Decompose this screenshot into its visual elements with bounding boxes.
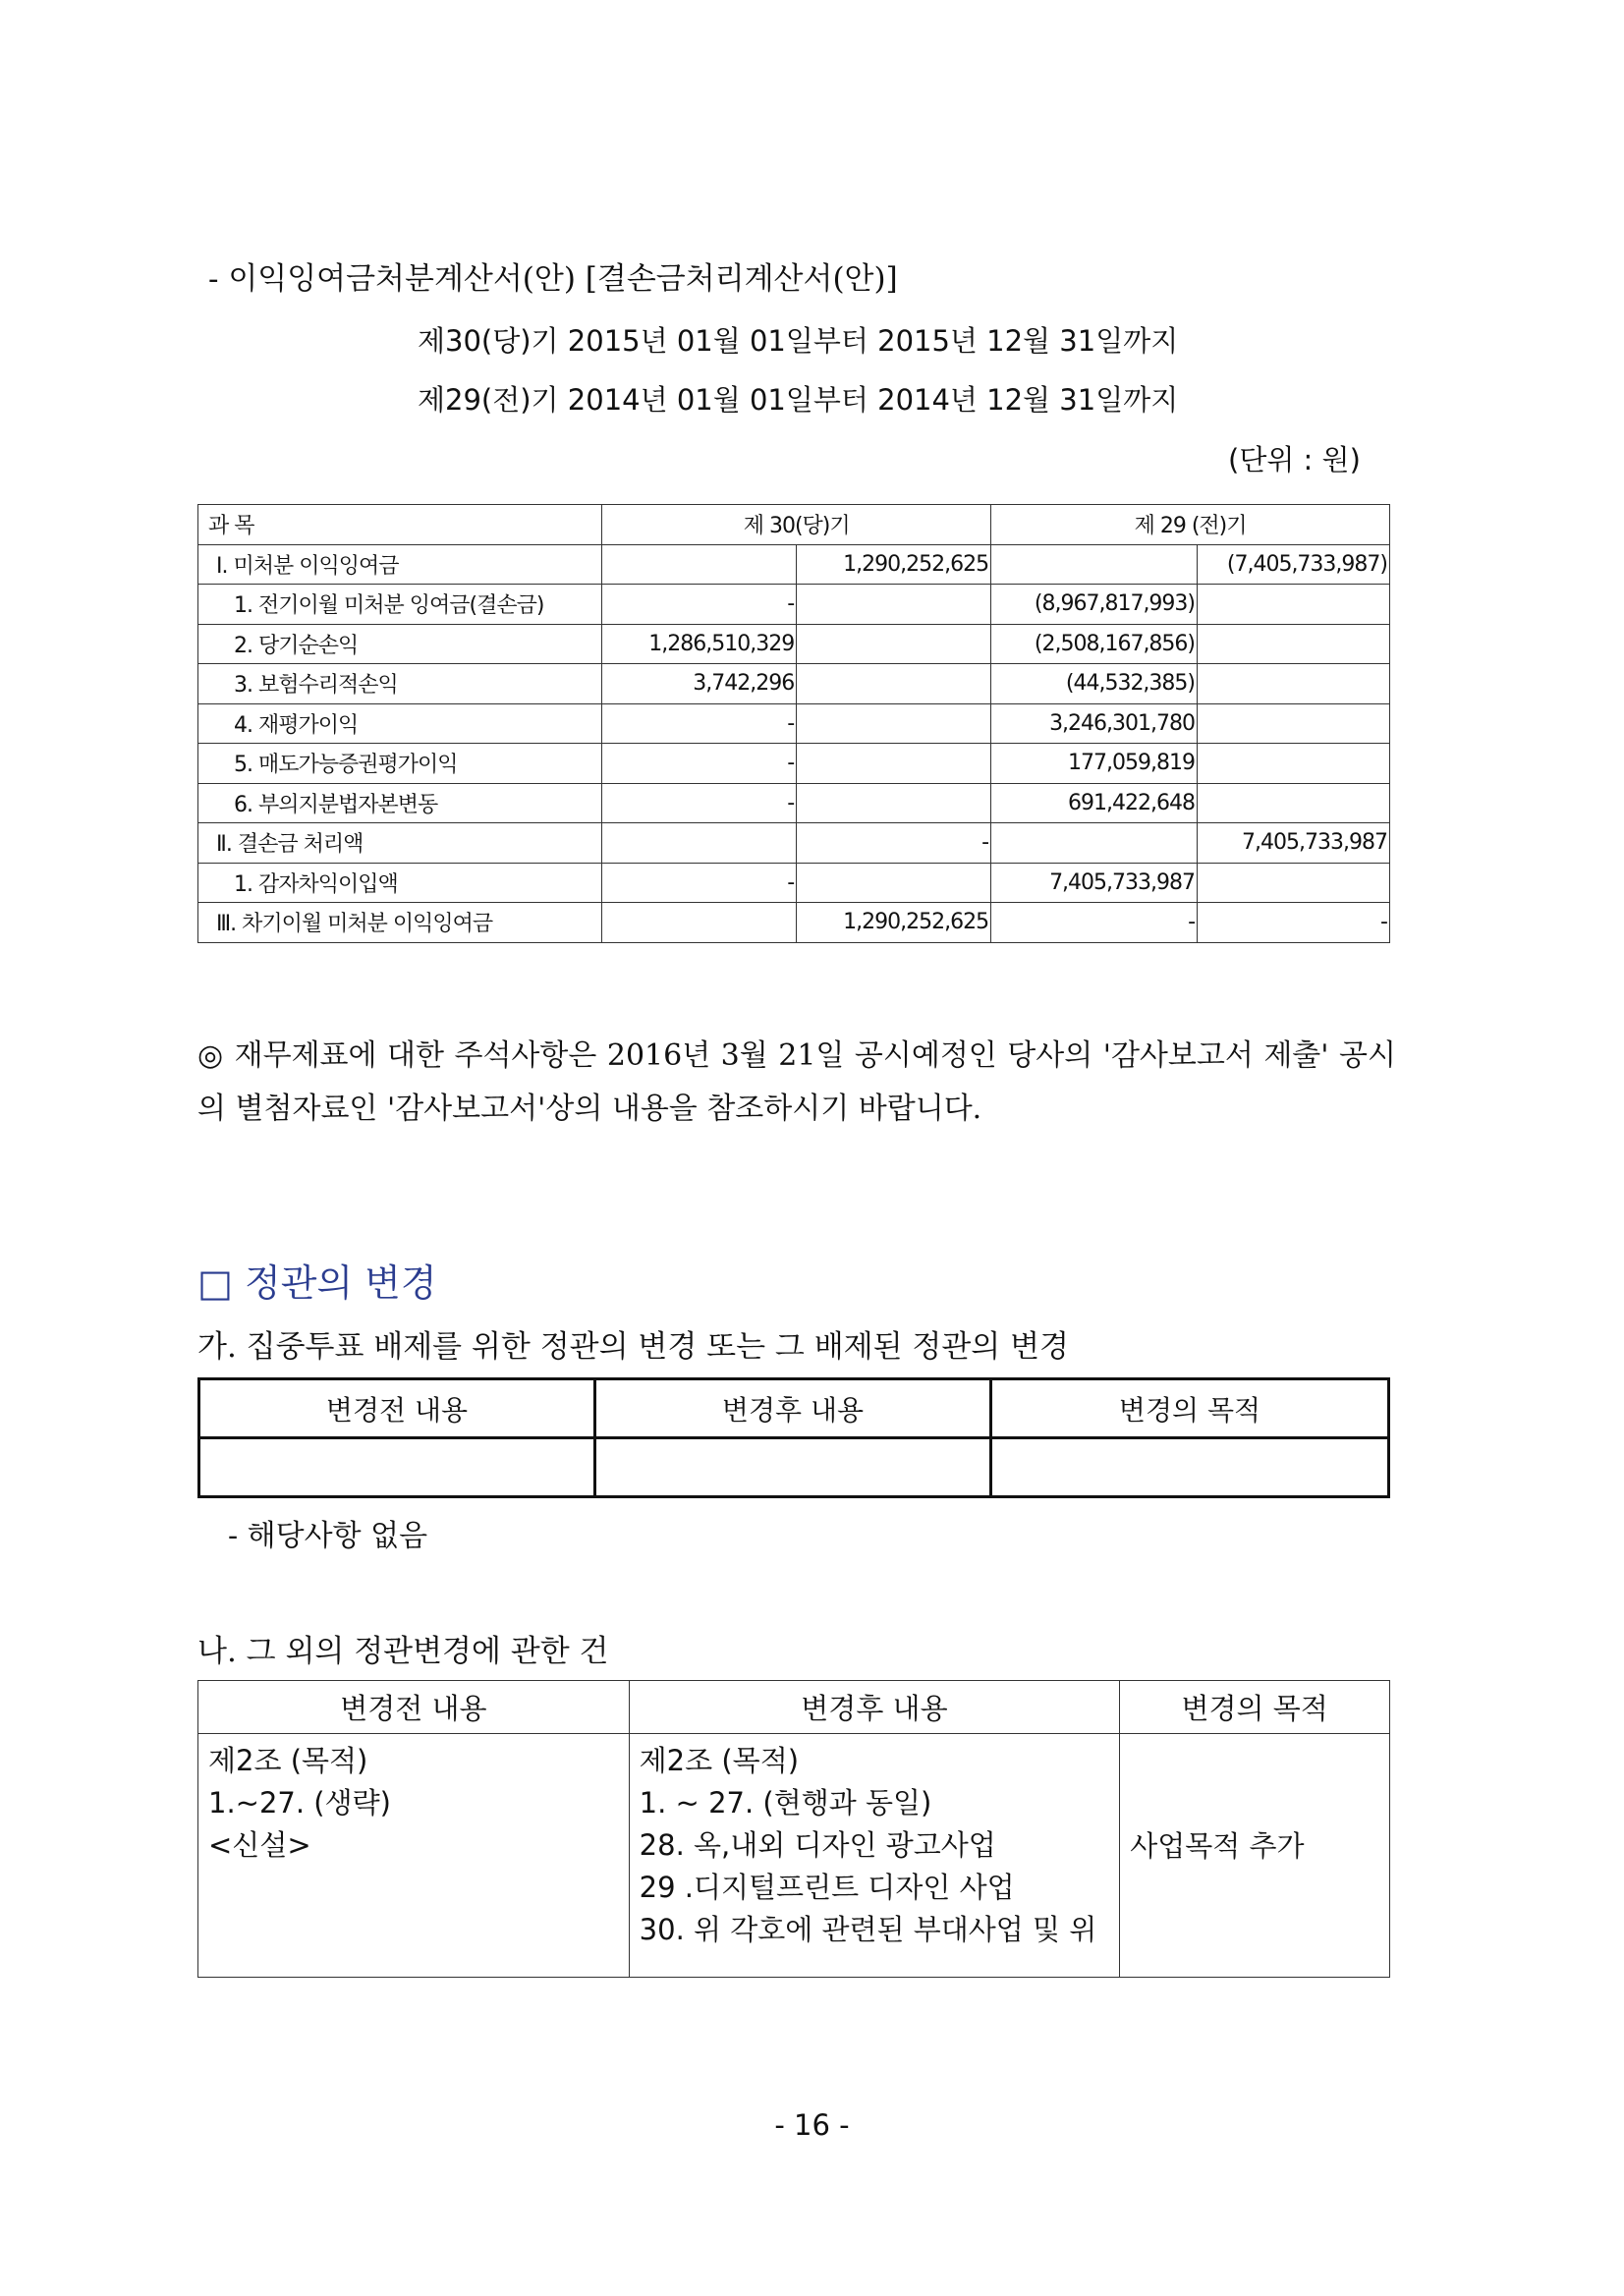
header-purpose: 변경의 목적 <box>991 1379 1389 1438</box>
current-total-amount: 1,290,252,625 <box>797 903 991 943</box>
empty-cell <box>595 1438 991 1497</box>
prior-detail-amount <box>991 544 1198 585</box>
current-total-amount: 1,290,252,625 <box>797 544 991 585</box>
current-detail-amount: - <box>602 703 797 744</box>
table-row <box>198 664 1390 704</box>
account-name: 4. 재평가이익 <box>198 703 602 744</box>
current-detail-amount <box>602 823 797 864</box>
account-name: 3. 보험수리적손익 <box>198 664 602 704</box>
prior-detail-amount: 691,422,648 <box>991 783 1198 823</box>
before-line: 제2조 (목적) <box>208 1744 368 1777</box>
prior-total-amount: (7,405,733,987) <box>1198 544 1390 585</box>
table-row <box>198 1734 1390 1978</box>
footnote-reference: ◎ 재무제표에 대한 주석사항은 2016년 3월 21일 공시예정인 당사의 '감사보고서 제출' 공시의 별첨자료인 '감사보고서'상의 내용을 참조하시기 바랍니다. <box>197 1038 1396 1126</box>
account-name: Ⅲ. 차기이월 미처분 이익잉여금 <box>198 903 602 943</box>
current-total-amount <box>797 664 991 704</box>
current-total-amount <box>797 783 991 823</box>
prior-total-amount <box>1198 585 1390 625</box>
section-title: □ 정관의 변경 <box>197 1261 437 1305</box>
subsection-a-title: 가. 집중투표 배제를 위한 정관의 변경 또는 그 배제된 정관의 변경 <box>197 1329 1069 1365</box>
header-before: 변경전 내용 <box>198 1681 630 1734</box>
prior-detail-amount: - <box>991 903 1198 943</box>
after-line: 29 .디지털프린트 디자인 사업 <box>639 1871 1015 1904</box>
header-purpose: 변경의 목적 <box>1120 1681 1390 1734</box>
before-line: 1.~27. (생략) <box>208 1786 391 1820</box>
current-total-amount <box>797 585 991 625</box>
current-detail-amount: - <box>602 585 797 625</box>
table-row <box>198 585 1390 625</box>
account-name: 2. 당기순손익 <box>198 624 602 664</box>
table-row <box>198 903 1390 943</box>
after-line: 제2조 (목적) <box>639 1744 800 1777</box>
after-line: 1. ~ 27. (현행과 동일) <box>639 1786 932 1820</box>
current-detail-amount: - <box>602 783 797 823</box>
prior-total-amount <box>1198 744 1390 784</box>
current-detail-amount <box>602 903 797 943</box>
prior-total-amount <box>1198 783 1390 823</box>
prior-total-amount <box>1198 703 1390 744</box>
page-number: - 16 - <box>774 2108 850 2142</box>
period-prior: 제29(전)기 2014년 01월 01일부터 2014년 12월 31일까지 <box>418 383 1179 417</box>
table-header-row <box>198 1681 1390 1734</box>
current-detail-amount <box>602 544 797 585</box>
header-current: 제 30(당)기 <box>602 505 991 545</box>
prior-total-amount <box>1198 664 1390 704</box>
table-row <box>198 703 1390 744</box>
purpose-content <box>1120 1734 1390 1978</box>
prior-detail-amount: (44,532,385) <box>991 664 1198 704</box>
current-total-amount <box>797 863 991 903</box>
before-line: <신설> <box>208 1828 311 1862</box>
current-detail-amount: - <box>602 863 797 903</box>
cumulative-voting-table <box>197 1377 1390 1498</box>
table-row <box>198 823 1390 864</box>
unit-label: (단위 : 원) <box>1228 443 1361 476</box>
current-total-amount <box>797 703 991 744</box>
prior-detail-amount: 7,405,733,987 <box>991 863 1198 903</box>
current-detail-amount: 3,742,296 <box>602 664 797 704</box>
empty-cell <box>199 1438 595 1497</box>
table-row <box>198 783 1390 823</box>
current-total-amount: - <box>797 823 991 864</box>
table-header-row <box>199 1379 1389 1438</box>
prior-detail-amount: 177,059,819 <box>991 744 1198 784</box>
current-total-amount <box>797 624 991 664</box>
prior-total-amount: 7,405,733,987 <box>1198 823 1390 864</box>
table-header-row <box>198 505 1390 545</box>
table-row <box>198 863 1390 903</box>
account-name: Ⅰ. 미처분 이익잉여금 <box>198 544 602 585</box>
table-row <box>198 544 1390 585</box>
prior-total-amount <box>1198 624 1390 664</box>
current-total-amount <box>797 744 991 784</box>
prior-detail-amount: 3,246,301,780 <box>991 703 1198 744</box>
header-after: 변경후 내용 <box>629 1681 1120 1734</box>
table-row <box>198 624 1390 664</box>
before-content <box>198 1734 630 1978</box>
header-after: 변경후 내용 <box>595 1379 991 1438</box>
after-line: 30. 위 각호에 관련된 부대사업 및 위 <box>639 1913 1097 1946</box>
retained-earnings-table <box>197 504 1390 943</box>
prior-total-amount <box>1198 863 1390 903</box>
header-prior: 제 29 (전)기 <box>991 505 1390 545</box>
statement-title: - 이익잉여금처분계산서(안) [결손금처리계산서(안)] <box>208 261 898 297</box>
prior-detail-amount: (2,508,167,856) <box>991 624 1198 664</box>
account-name: Ⅱ. 결손금 처리액 <box>198 823 602 864</box>
table-row <box>198 744 1390 784</box>
no-applicable-text: - 해당사항 없음 <box>228 1519 428 1553</box>
subsection-b-title: 나. 그 외의 정관변경에 관한 건 <box>197 1634 609 1669</box>
after-line: 28. 옥,내외 디자인 광고사업 <box>639 1828 996 1862</box>
header-account: 과 목 <box>198 505 602 545</box>
prior-total-amount: - <box>1198 903 1390 943</box>
account-name: 1. 전기이월 미처분 잉여금(결손금) <box>198 585 602 625</box>
prior-detail-amount <box>991 823 1198 864</box>
header-before: 변경전 내용 <box>199 1379 595 1438</box>
period-current: 제30(당)기 2015년 01월 01일부터 2015년 12월 31일까지 <box>418 324 1179 358</box>
after-content <box>629 1734 1120 1978</box>
current-detail-amount: 1,286,510,329 <box>602 624 797 664</box>
account-name: 5. 매도가능증권평가이익 <box>198 744 602 784</box>
account-name: 6. 부의지분법자본변동 <box>198 783 602 823</box>
articles-amendment-table <box>197 1680 1390 1978</box>
prior-detail-amount: (8,967,817,993) <box>991 585 1198 625</box>
current-detail-amount: - <box>602 744 797 784</box>
account-name: 1. 감자차익이입액 <box>198 863 602 903</box>
empty-cell <box>991 1438 1389 1497</box>
purpose-text: 사업목적 추가 <box>1130 1829 1305 1863</box>
table-row <box>199 1438 1389 1497</box>
